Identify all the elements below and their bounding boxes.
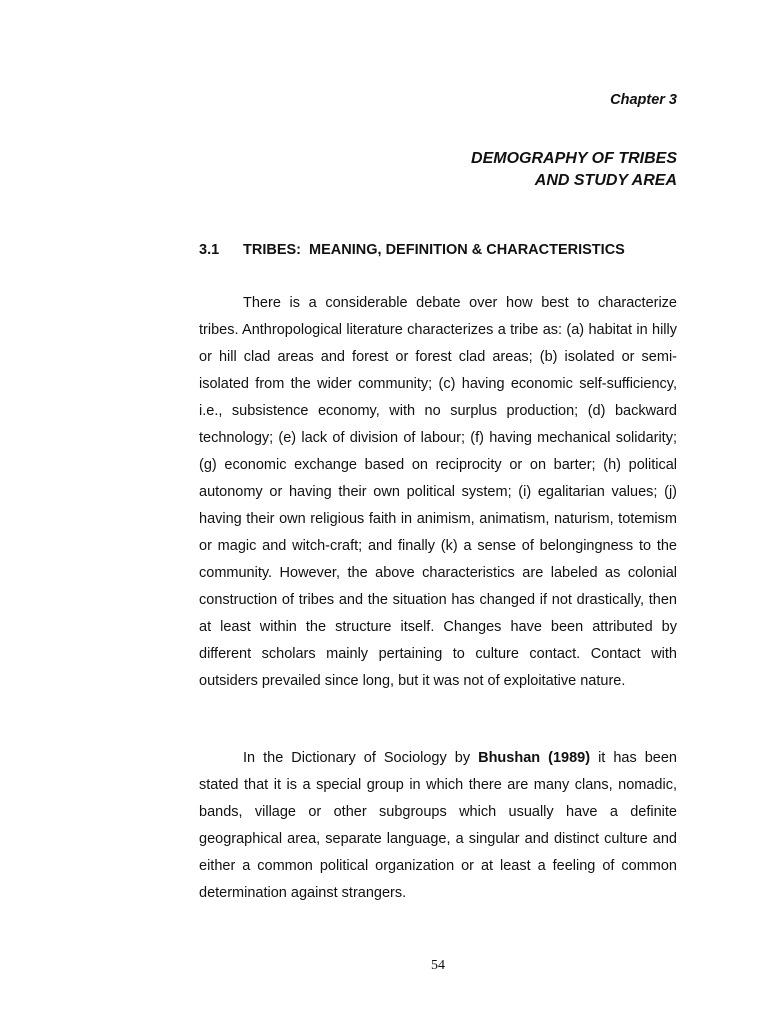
paragraph-2 [199, 745, 677, 907]
chapter-label: Chapter 3 [610, 92, 677, 108]
paragraph-1: There is a considerable debate over how best to characterize tribes. Anthropological literature characterizes a tribe as: (a) habitat in hilly or hill clad areas and forest or forest clad areas; (b) isolated or semi-isolated from the wider community; (c) having economic self-sufficiency, i.e., subsistence economy, with no surplus production; (d) backward technology; (e) lack of division of labour; (f) having mechanical solidarity; (g) economic exchange based on reciprocity or on barter; (h) political autonomy or having their own political system; (i) egalitarian values; (j) having their own religious faith in animism, animatism, naturism, totemism or magic and witch-craft; and finally (k) a sense of belongingness to the community. However, the above characteristics are labeled as colonial construction of tribes and the situation has changed if not drastically, then at least within the structure itself. Changes have been attributed by different scholars mainly pertaining to culture contact. Contact with outsiders prevailed since long, but it was not of exploitative nature. [199, 295, 677, 689]
chapter-title [471, 148, 677, 192]
paragraph-2-intro: In the Dictionary of Sociology by [243, 750, 479, 766]
page-number: 54 [431, 958, 445, 973]
citation-bhushan: Bhushan (1989) [478, 750, 591, 766]
section-title: TRIBES: MEANING, DEFINITION & CHARACTERISTICS [243, 242, 625, 258]
section-heading [199, 242, 625, 258]
chapter-title-line-2: AND STUDY AREA [534, 172, 677, 189]
chapter-title-line-1: DEMOGRAPHY OF TRIBES [471, 150, 677, 167]
section-number: 3.1 [199, 242, 220, 258]
paragraph-2-body: it has been stated that it is a special group in which there are many clans, nomadic, bands, village or other subgroups which usually have a definite geographical area, separate language, a singular and distinct culture and either a common political organization or at least a feeling of common determination against strangers. [199, 750, 677, 901]
